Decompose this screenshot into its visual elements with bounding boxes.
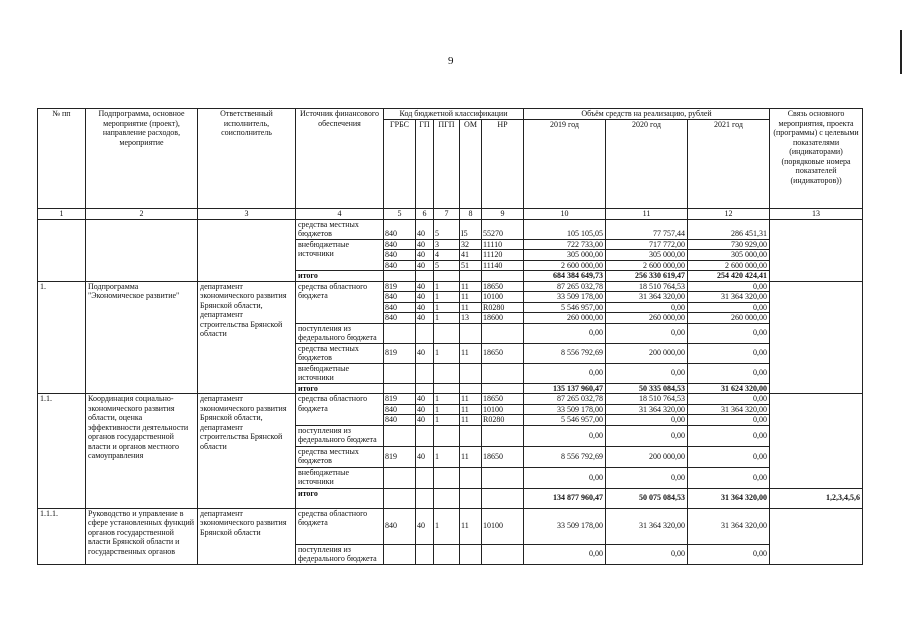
value-2019: 0,00 <box>524 425 606 446</box>
num-cell: 1.1. <box>38 394 86 509</box>
header-kbk: Код бюджетной классификации <box>384 109 524 120</box>
om-cell: 11 <box>460 302 482 313</box>
value-2021: 0,00 <box>688 394 770 405</box>
value-2020: 0,00 <box>606 425 688 446</box>
value-2021: 730 929,00 <box>688 239 770 250</box>
source-cell: итого <box>296 488 384 508</box>
value-2020: 0,00 <box>606 323 688 343</box>
om-cell: 41 <box>460 250 482 261</box>
header-subprogram: Подпрограмма, основное мероприятие (проект), направление расходов, мероприятие <box>86 109 198 209</box>
exec-cell: департамент экономического развития Брянской области, департамент строительства Брянской области <box>198 394 296 509</box>
pgp-cell: 3 <box>434 239 460 250</box>
value-2021: 0,00 <box>688 343 770 363</box>
om-cell <box>460 425 482 446</box>
table-row <box>38 281 863 292</box>
value-2021: 0,00 <box>688 323 770 343</box>
pgp-cell: 1 <box>434 446 460 467</box>
source-cell: поступления из федерального бюджета <box>296 425 384 446</box>
pgp-cell <box>434 363 460 383</box>
pgp-cell <box>434 425 460 446</box>
om-cell <box>460 363 482 383</box>
np-cell <box>482 363 524 383</box>
np-cell: 10100 <box>482 508 524 544</box>
np-cell: 10100 <box>482 404 524 415</box>
gp-cell: 40 <box>416 415 434 426</box>
value-2019: 0,00 <box>524 363 606 383</box>
col-num: 3 <box>198 209 296 220</box>
value-2020: 0,00 <box>606 415 688 426</box>
np-cell: 18650 <box>482 394 524 405</box>
om-cell: 11 <box>460 343 482 363</box>
np-cell: 11140 <box>482 260 524 271</box>
header-gp: ГП <box>416 120 434 209</box>
gp-cell: 40 <box>416 446 434 467</box>
value-2019: 87 265 032,78 <box>524 394 606 405</box>
gp-cell: 40 <box>416 250 434 261</box>
source-cell: средства местных бюджетов <box>296 343 384 363</box>
pgp-cell: 5 <box>434 219 460 239</box>
value-2021: 254 420 424,41 <box>688 271 770 282</box>
value-2019: 5 546 957,00 <box>524 302 606 313</box>
om-cell: 11 <box>460 394 482 405</box>
source-cell: средства местных бюджетов <box>296 219 384 239</box>
source-cell: средства областного бюджета <box>296 508 384 544</box>
indicator-link: 1,2,3,4,5,6 <box>770 488 863 508</box>
value-2019: 87 265 032,78 <box>524 281 606 292</box>
value-2021: 31 624 320,00 <box>688 383 770 394</box>
grbs-cell: 819 <box>384 446 416 467</box>
om-cell: 11 <box>460 446 482 467</box>
pgp-cell: 1 <box>434 313 460 324</box>
source-cell: средства местных бюджетов <box>296 446 384 467</box>
source-cell: внебюджетные источники <box>296 467 384 488</box>
gp-cell: 40 <box>416 219 434 239</box>
program-budget-table <box>37 108 863 565</box>
gp-cell <box>416 271 434 282</box>
table-row <box>38 219 863 239</box>
pgp-cell <box>434 544 460 564</box>
pgp-cell: 1 <box>434 292 460 303</box>
om-cell: 11 <box>460 508 482 544</box>
value-2019: 684 384 649,73 <box>524 271 606 282</box>
value-2021: 286 451,31 <box>688 219 770 239</box>
name-cell: Координация социально-экономического развития области, оценка эффективности деятельности органов государственной власти и органов местного самоуправления <box>86 394 198 509</box>
col-num: 9 <box>482 209 524 220</box>
value-2019: 33 509 178,00 <box>524 404 606 415</box>
grbs-cell: 840 <box>384 219 416 239</box>
gp-cell <box>416 363 434 383</box>
value-2019: 0,00 <box>524 467 606 488</box>
col-num: 13 <box>770 209 863 220</box>
om-cell <box>460 544 482 564</box>
value-2019: 33 509 178,00 <box>524 508 606 544</box>
pgp-cell <box>434 323 460 343</box>
link-cell <box>770 219 863 281</box>
grbs-cell <box>384 271 416 282</box>
col-num: 10 <box>524 209 606 220</box>
np-cell: 18650 <box>482 281 524 292</box>
gp-cell: 40 <box>416 302 434 313</box>
value-2020: 256 330 619,47 <box>606 271 688 282</box>
gp-cell: 40 <box>416 404 434 415</box>
header-grbs: ГРБС <box>384 120 416 209</box>
gp-cell <box>416 383 434 394</box>
np-cell: 10100 <box>482 292 524 303</box>
value-2019: 5 546 957,00 <box>524 415 606 426</box>
value-2020: 0,00 <box>606 302 688 313</box>
gp-cell: 40 <box>416 508 434 544</box>
value-2021: 31 364 320,00 <box>688 404 770 415</box>
num-cell: 1.1.1. <box>38 508 86 564</box>
value-2019: 305 000,00 <box>524 250 606 261</box>
col-num: 6 <box>416 209 434 220</box>
col-num: 4 <box>296 209 384 220</box>
grbs-cell: 819 <box>384 394 416 405</box>
column-numbers-row <box>38 209 863 220</box>
gp-cell: 40 <box>416 292 434 303</box>
om-cell <box>460 467 482 488</box>
pgp-cell: 1 <box>434 281 460 292</box>
header-number: № пп <box>38 109 86 209</box>
table-row <box>38 394 863 405</box>
value-2019: 0,00 <box>524 323 606 343</box>
gp-cell: 40 <box>416 239 434 250</box>
col-num: 7 <box>434 209 460 220</box>
pgp-cell <box>434 488 460 508</box>
value-2021: 0,00 <box>688 467 770 488</box>
col-num: 8 <box>460 209 482 220</box>
header-executor: Ответственный исполнитель, соисполнитель <box>198 109 296 209</box>
source-cell: средства областного бюджета <box>296 281 384 323</box>
value-2021: 0,00 <box>688 415 770 426</box>
grbs-cell: 819 <box>384 343 416 363</box>
num-cell: 1. <box>38 281 86 394</box>
gp-cell <box>416 488 434 508</box>
value-2021: 0,00 <box>688 302 770 313</box>
om-cell <box>460 323 482 343</box>
grbs-cell: 840 <box>384 250 416 261</box>
value-2019: 8 556 792,69 <box>524 446 606 467</box>
page-edge-mark <box>900 30 902 74</box>
np-cell <box>482 544 524 564</box>
pgp-cell: 4 <box>434 250 460 261</box>
name-cell: Подпрограмма "Экономическое развитие" <box>86 281 198 394</box>
link-cell <box>770 394 863 489</box>
om-cell: 11 <box>460 415 482 426</box>
gp-cell <box>416 467 434 488</box>
link-cell <box>770 508 863 564</box>
link-cell <box>770 281 863 394</box>
om-cell <box>460 383 482 394</box>
gp-cell <box>416 425 434 446</box>
grbs-cell <box>384 425 416 446</box>
value-2020: 18 510 764,53 <box>606 394 688 405</box>
grbs-cell <box>384 323 416 343</box>
value-2021: 0,00 <box>688 363 770 383</box>
col-num: 11 <box>606 209 688 220</box>
value-2021: 31 364 320,00 <box>688 508 770 544</box>
om-cell: 13 <box>460 313 482 324</box>
table-row <box>38 508 863 544</box>
header-link: Связь основного мероприятия, проекта (программы) с целевыми показателями (индикаторами) (порядковые номера показателей (индикаторов)) <box>770 109 863 209</box>
gp-cell: 40 <box>416 281 434 292</box>
value-2020: 0,00 <box>606 467 688 488</box>
name-cell: Руководство и управление в сфере установленных функций органов государственной власти Брянской области и государственных органов <box>86 508 198 564</box>
grbs-cell: 840 <box>384 239 416 250</box>
grbs-cell: 819 <box>384 281 416 292</box>
value-2020: 31 364 320,00 <box>606 508 688 544</box>
gp-cell: 40 <box>416 394 434 405</box>
pgp-cell: 1 <box>434 343 460 363</box>
source-cell: внебюджетные источники <box>296 239 384 271</box>
pgp-cell <box>434 467 460 488</box>
value-2021: 305 000,00 <box>688 250 770 261</box>
exec-cell: департамент экономического развития Брянской области, департамент строительства Брянской области <box>198 281 296 394</box>
value-2019: 722 733,00 <box>524 239 606 250</box>
value-2020: 305 000,00 <box>606 250 688 261</box>
value-2020: 0,00 <box>606 363 688 383</box>
header-2019: 2019 год <box>524 120 606 209</box>
value-2019: 134 877 960,47 <box>524 488 606 508</box>
col-num: 1 <box>38 209 86 220</box>
value-2020: 0,00 <box>606 544 688 564</box>
np-cell <box>482 271 524 282</box>
value-2021: 260 000,00 <box>688 313 770 324</box>
value-2020: 18 510 764,53 <box>606 281 688 292</box>
header-2021: 2021 год <box>688 120 770 209</box>
value-2021: 31 364 320,00 <box>688 292 770 303</box>
gp-cell <box>416 323 434 343</box>
source-cell: итого <box>296 383 384 394</box>
col-num: 12 <box>688 209 770 220</box>
np-cell: R0280 <box>482 415 524 426</box>
value-2020: 77 757,44 <box>606 219 688 239</box>
value-2019: 260 000,00 <box>524 313 606 324</box>
grbs-cell: 840 <box>384 404 416 415</box>
header-om: ОМ <box>460 120 482 209</box>
grbs-cell: 840 <box>384 260 416 271</box>
value-2021: 2 600 000,00 <box>688 260 770 271</box>
gp-cell <box>416 544 434 564</box>
value-2021: 31 364 320,00 <box>688 488 770 508</box>
grbs-cell <box>384 363 416 383</box>
value-2021: 0,00 <box>688 446 770 467</box>
num-cell <box>38 219 86 281</box>
value-2019: 135 137 960,47 <box>524 383 606 394</box>
grbs-cell <box>384 488 416 508</box>
source-cell: поступления из федерального бюджета <box>296 323 384 343</box>
header-2020: 2020 год <box>606 120 688 209</box>
np-cell <box>482 323 524 343</box>
np-cell <box>482 488 524 508</box>
grbs-cell: 840 <box>384 302 416 313</box>
om-cell: 11 <box>460 292 482 303</box>
source-cell: поступления из федерального бюджета <box>296 544 384 564</box>
om-cell <box>460 271 482 282</box>
np-cell <box>482 383 524 394</box>
page-number: 9 <box>448 55 454 67</box>
om-cell: 11 <box>460 281 482 292</box>
grbs-cell <box>384 467 416 488</box>
source-cell: средства областного бюджета <box>296 394 384 426</box>
pgp-cell: 1 <box>434 302 460 313</box>
value-2019: 105 105,05 <box>524 219 606 239</box>
col-num: 5 <box>384 209 416 220</box>
value-2020: 31 364 320,00 <box>606 404 688 415</box>
pgp-cell: 5 <box>434 260 460 271</box>
gp-cell: 40 <box>416 313 434 324</box>
value-2021: 0,00 <box>688 425 770 446</box>
exec-cell: департамент экономического развития Брянской области <box>198 508 296 564</box>
grbs-cell: 840 <box>384 415 416 426</box>
value-2020: 50 075 084,53 <box>606 488 688 508</box>
value-2019: 2 600 000,00 <box>524 260 606 271</box>
value-2020: 200 000,00 <box>606 446 688 467</box>
grbs-cell: 840 <box>384 292 416 303</box>
exec-cell <box>198 219 296 281</box>
np-cell: 55270 <box>482 219 524 239</box>
value-2020: 260 000,00 <box>606 313 688 324</box>
source-cell: внебюджетные источники <box>296 363 384 383</box>
name-cell <box>86 219 198 281</box>
value-2020: 200 000,00 <box>606 343 688 363</box>
grbs-cell: 840 <box>384 313 416 324</box>
pgp-cell: 1 <box>434 404 460 415</box>
value-2021: 0,00 <box>688 544 770 564</box>
grbs-cell: 840 <box>384 508 416 544</box>
np-cell: 18650 <box>482 343 524 363</box>
np-cell: 18600 <box>482 313 524 324</box>
om-cell: I5 <box>460 219 482 239</box>
value-2019: 33 509 178,00 <box>524 292 606 303</box>
pgp-cell: 1 <box>434 394 460 405</box>
np-cell: 18650 <box>482 446 524 467</box>
pgp-cell <box>434 383 460 394</box>
om-cell <box>460 488 482 508</box>
gp-cell: 40 <box>416 343 434 363</box>
np-cell: R0280 <box>482 302 524 313</box>
header-np: НР <box>482 120 524 209</box>
value-2021: 0,00 <box>688 281 770 292</box>
np-cell: 11110 <box>482 239 524 250</box>
pgp-cell: 1 <box>434 508 460 544</box>
value-2020: 2 600 000,00 <box>606 260 688 271</box>
pgp-cell: 1 <box>434 415 460 426</box>
value-2020: 31 364 320,00 <box>606 292 688 303</box>
om-cell: 51 <box>460 260 482 271</box>
om-cell: 11 <box>460 404 482 415</box>
grbs-cell <box>384 544 416 564</box>
pgp-cell <box>434 271 460 282</box>
np-cell <box>482 425 524 446</box>
np-cell <box>482 467 524 488</box>
source-cell: итого <box>296 271 384 282</box>
col-num: 2 <box>86 209 198 220</box>
value-2019: 8 556 792,69 <box>524 343 606 363</box>
header-pgp: ПГП <box>434 120 460 209</box>
gp-cell: 40 <box>416 260 434 271</box>
value-2020: 50 335 084,53 <box>606 383 688 394</box>
value-2019: 0,00 <box>524 544 606 564</box>
grbs-cell <box>384 383 416 394</box>
header-source: Источник финансового обеспечения <box>296 109 384 209</box>
om-cell: 32 <box>460 239 482 250</box>
value-2020: 717 772,00 <box>606 239 688 250</box>
header-volume: Объём средств на реализацию, рублей <box>524 109 770 120</box>
np-cell: 11120 <box>482 250 524 261</box>
